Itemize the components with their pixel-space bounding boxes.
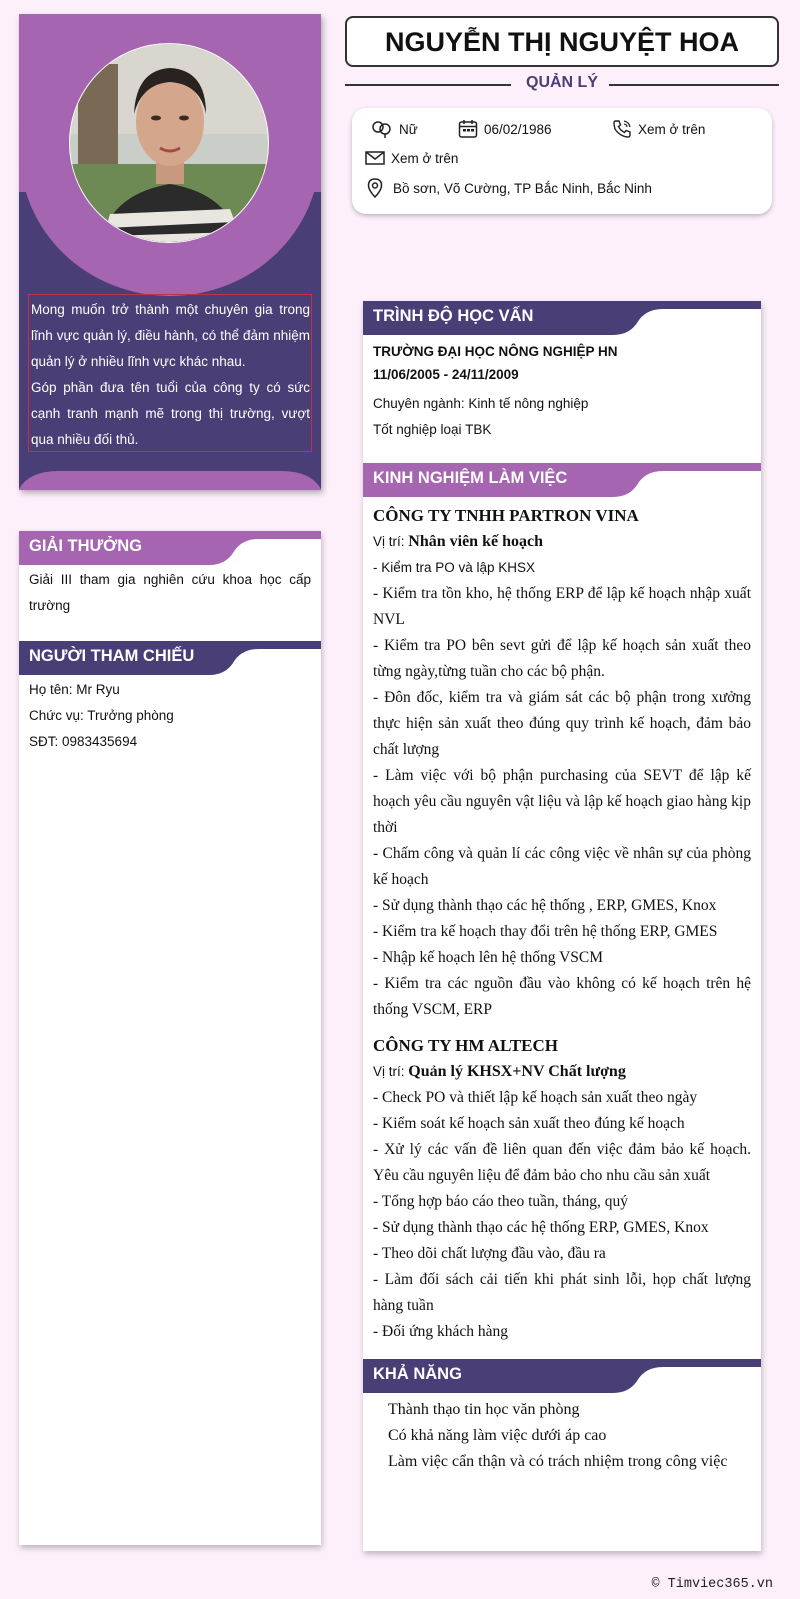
experience-header (363, 463, 761, 497)
job-1-task: - Chấm công và quản lí các công việc về nhân sự của phòng kế hoạch (373, 845, 751, 888)
candidate-role: QUẢN LÝ (526, 74, 598, 91)
skills-header (363, 1359, 761, 1393)
skill-item: Thành thạo tin học văn phòng (388, 1401, 580, 1418)
career-objective (28, 294, 312, 452)
phone-value: Xem ở trên (638, 121, 706, 137)
card-bottom-wave (19, 469, 321, 490)
job-1-task: - Kiểm tra các nguồn đầu vào không có kế hoạch trên hệ thống VSCM, ERP (373, 975, 751, 1018)
experience-title: KINH NGHIỆM LÀM VIỆC (373, 469, 568, 487)
job-1-task: - Kiểm tra kế hoạch thay đổi trên hệ thống ERP, GMES (373, 923, 718, 940)
job-1-task: - Làm việc với bộ phận purchasing của SEVT để lập kế hoạch yêu cầu nguyên vật liệu và lập kế hoạch giao hàng kịp thời (373, 767, 751, 836)
job-1-position-label: Vị trí: (373, 534, 409, 549)
job-2-task: - Xử lý các vấn đề liên quan đến việc đảm bảo kế hoạch. Yêu cầu nguyên liệu để đảm bảo cho nhu cầu sản xuất (373, 1141, 751, 1184)
reference-name: Họ tên: Mr Ryu (29, 682, 120, 697)
job-2-task: - Theo dõi chất lượng đầu vào, đầu ra (373, 1245, 606, 1262)
reference-position: Chức vụ: Trưởng phòng (29, 708, 174, 723)
job-1-company: CÔNG TY TNHH PARTRON VINA (373, 506, 639, 525)
awards-title: GIẢI THƯỞNG (29, 537, 143, 555)
references-header (19, 641, 321, 675)
job-2-position: Quản lý KHSX+NV Chất lượng (408, 1063, 626, 1080)
education-header (363, 301, 761, 335)
email-value: Xem ở trên (391, 150, 459, 166)
job-2-task: - Làm đối sách cải tiến khi phát sinh lỗi, họp chất lượng hàng tuần (373, 1271, 751, 1314)
location-pin-icon (367, 178, 383, 198)
candidate-name: NGUYỄN THỊ NGUYỆT HOA (345, 16, 779, 67)
education-body (363, 335, 761, 443)
role-divider-right (609, 84, 779, 86)
job-1-task: - Sử dụng thành thạo các hệ thống , ERP, GMES, Knox (373, 897, 717, 914)
left-panel (19, 531, 321, 1545)
email-item (365, 150, 458, 166)
job-2-task: - Đối ứng khách hàng (373, 1323, 508, 1340)
job-2-task: - Sử dụng thành thạo các hệ thống ERP, GMES, Knox (373, 1219, 709, 1236)
job-1-task: - Đôn đốc, kiểm tra và giám sát các bộ phận trong xưởng thực hiện sản xuất theo đúng quy trình kế hoạch, đảm bảo chất lượng (373, 689, 751, 758)
experience-body (363, 503, 761, 1345)
job-2-task: - Check PO và thiết lập kế hoạch sản xuất theo ngày (373, 1089, 698, 1106)
references-title: NGƯỜI THAM CHIẾU (29, 647, 195, 665)
skills-title: KHẢ NĂNG (373, 1365, 462, 1383)
phone-icon (612, 119, 632, 139)
job-2-company: CÔNG TY HM ALTECH (373, 1036, 558, 1055)
job-1-task: - Kiểm tra tồn kho, hệ thống ERP để lập kế hoạch nhập xuất NVL (373, 585, 751, 628)
gender-icon (371, 120, 393, 138)
job-1-task: - Nhập kế hoạch lên hệ thống VSCM (373, 949, 604, 966)
avatar (69, 43, 269, 243)
footer-copyright: © Timviec365.vn (651, 1577, 773, 1592)
phone-item (612, 119, 705, 139)
role-row (345, 74, 779, 96)
email-icon (365, 150, 385, 166)
job-2-position-label: Vị trí: (373, 1064, 409, 1079)
birthdate-item (458, 119, 552, 139)
right-panel (363, 301, 761, 1551)
education-major: Chuyên ngành: Kinh tế nông nghiệp (373, 396, 589, 411)
skill-item: Có khả năng làm việc dưới áp cao (388, 1427, 607, 1444)
gender-value: Nữ (399, 121, 418, 137)
address-item (367, 178, 652, 198)
awards-header (19, 531, 321, 565)
awards-text: Giải III tham gia nghiên cứu khoa học cấp trường (29, 572, 311, 613)
education-title: TRÌNH ĐỘ HỌC VẤN (373, 307, 534, 325)
address-value: Bồ sơn, Võ Cường, TP Bắc Ninh, Bắc Ninh (393, 180, 652, 196)
skill-item: Làm việc cẩn thận và có trách nhiệm trong công việc (388, 1453, 728, 1470)
birthdate-value: 06/02/1986 (484, 121, 552, 137)
job-1-position-row (373, 529, 751, 555)
job-1-task: - Kiểm tra PO và lập KHSX (373, 560, 536, 575)
contact-info (352, 108, 772, 214)
job-2-task: - Tổng hợp báo cáo theo tuần, tháng, quý (373, 1193, 628, 1210)
objective-line-1: Mong muốn trở thành một chuyên gia trong lĩnh vực quản lý, điều hành, có thể đảm nhiệm quản lý ở nhiều lĩnh vực khác nhau. (31, 302, 310, 369)
job-1-position: Nhân viên kế hoạch (408, 533, 543, 550)
references-list (19, 675, 321, 755)
education-dates: 11/06/2005 - 24/11/2009 (373, 367, 519, 382)
profile-card (19, 14, 321, 490)
gender-item (371, 120, 418, 138)
job-2-task: - Kiểm soát kế hoạch sản xuất theo đúng kế hoạch (373, 1115, 685, 1132)
job-2-position-row (373, 1059, 751, 1085)
school-name: TRƯỜNG ĐẠI HỌC NÔNG NGHIỆP HN (373, 344, 618, 359)
skills-body (363, 1393, 761, 1475)
calendar-icon (458, 119, 478, 139)
objective-line-2: Góp phần đưa tên tuổi của công ty có sức cạnh tranh mạnh mẽ trong thị trường, vượt qua nhiều đối thủ. (31, 380, 310, 447)
education-grade: Tốt nghiệp loại TBK (373, 422, 492, 437)
job-1-task: - Kiểm tra PO bên sevt gửi để lập kế hoạch sản xuất theo từng ngày,từng tuần cho các bộ phận. (373, 637, 751, 680)
reference-phone: SĐT: 0983435694 (29, 734, 138, 749)
